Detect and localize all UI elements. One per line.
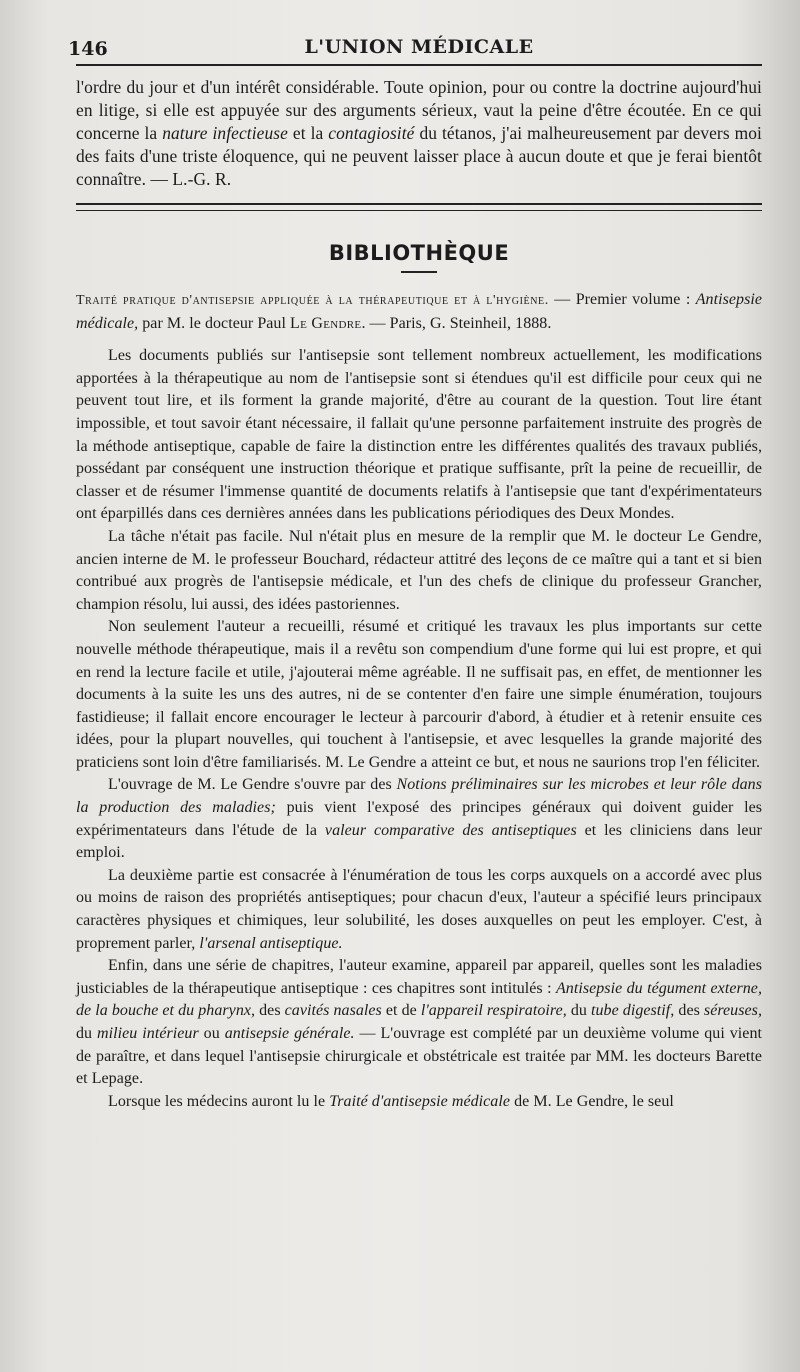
page-number: 146 — [68, 38, 108, 60]
title-underline — [401, 271, 437, 273]
emphasis-nature-infectieuse: nature infectieuse — [162, 123, 288, 143]
section-divider — [76, 203, 762, 211]
letter-paragraph: l'ordre du jour et d'un intérêt considérable. Toute opinion, pour ou contre la doctrine aujourd'hui en litige, si elle est appuyée sur des arguments sérieux, vaut la peine d'être écoutée. En ce qui concerne la nature infectieuse et la contagiosité du tétanos, j'ai malheureusement par devers moi des faits d'une triste éloquence, qui ne peuvent laisser place à aucun doute et que je ferai bientôt connaître. — L.-G. R. — [76, 77, 762, 189]
review-paragraph-4: L'ouvrage de M. Le Gendre s'ouvre par des Notions préliminaires sur les microbes et leur rôle dans la production des maladies; puis vient l'exposé des principes généraux qui doivent guider les expérimentateurs dans l'étude de la valeur comparative des antiseptiques et les cliniciens dans leur emploi. — [76, 776, 763, 862]
review-paragraph-7: Lorsque les médecins auront lu le Traité d'antisepsie médicale de M. Le Gendre, le seul — [108, 1092, 674, 1110]
section-title: BIBLIOTHÈQUE — [328, 241, 510, 265]
review-paragraph-2: La tâche n'était pas facile. Nul n'était plus en mesure de la remplir que M. le docteur Le Gendre, ancien interne de M. le professeur Bouchard, rédacteur attitré des leçons de ce maître qui a tant et si bien contribué aux progrès de l'antisepsie médicale, et l'un des chefs de clinique du professeur Grancher, champion résolu, lui aussi, des idées pastoriennes. — [76, 527, 762, 613]
review-paragraph-5: La deuxième partie est consacrée à l'énumération de tous les corps auxquels on a accordé avec plus ou moins de raison des propriétés antiseptiques; pour chacun d'eux, l'auteur a spécifié leurs principaux caractères physiques et chimiques, leur solubilité, les doses auxquelles on peut les employer. C'est, à proprement parler, l'arsenal antiseptique. — [76, 866, 762, 952]
review-paragraph-6: Enfin, dans une série de chapitres, l'auteur examine, appareil par appareil, quelles sont les maladies justiciables de la thérapeutique antiseptique : ces chapitres sont intitulés : Antisepsie du tégument externe, de la bouche et du pharynx, des cavités nasales et de l'appareil respiratoire, du tube digestif, des séreuses, du milieu intérieur ou antisepsie générale. — L'ouvrage est complété par un deuxième volume qui vient de paraître, et dans lequel l'antisepsie chirurgicale et obstétricale est traitée par MM. les docteurs Barette et Lepage. — [76, 957, 762, 1088]
letter-conclusion — [76, 76, 762, 191]
volume-title: Antisepsie médicale, — [76, 291, 762, 332]
running-head — [68, 30, 762, 66]
bibliographic-entry: Traité pratique d'antisepsie appliquée à la thérapeutique et à l'hygiène. — Premier volume : Antisepsie médicale, par M. le docteur Paul Le Gendre. — Paris, G. Steinheil, 1888. — [76, 291, 762, 332]
book-review — [76, 289, 762, 1113]
review-paragraph-1: Les documents publiés sur l'antisepsie sont tellement nombreux actuellement, les modifications apportées à la thérapeutique au nom de l'antisepsie sont si étendues qu'il est difficile pour ceux qui ne peuvent tout lire, et ils forment la grande majorité, d'être au courant de la question. Tout lire étant impossible, et tout savoir étant nécessaire, il fallait qu'une personne parfaitement instruite des progrès de la méthode antiseptique, capable de faire la distinction entre les différentes qualités des travaux publiés, possédant par conséquent une instruction théorique et pratique suffisante, prît la peine de recueillir, de classer et de résumer l'immense quantité de documents relatifs à l'antisepsie que tant d'expérimentateurs ont éparpillés dans ces dernières années dans les publications périodiques des Deux Mondes. — [76, 347, 762, 523]
book-title: Traité pratique d'antisepsie appliquée à la thérapeutique et à l'hygiène. — [76, 293, 549, 308]
emphasis-contagiosite: contagiosité — [328, 123, 415, 143]
author-name: Le Gendre — [290, 314, 362, 332]
review-paragraph-3: Non seulement l'auteur a recueilli, résumé et critiqué les travaux les plus importants sur cette nouvelle méthode thérapeutique, mais il a revêtu son compendium d'une forme qui lui est propre, et qui en rend la lecture facile et utile, j'ajouterai même agréable. Il ne suffisait pas, en effet, de mentionner les documents à la suite les uns des autres, ni de se contenter d'en faire une simple énumération, toujours fastidieuse; il fallait encore encourager le lecteur à parcourir d'abord, à étudier et à retenir ensuite ces idées, pour la plupart nouvelles, qui touchent à l'antisepsie, et avec lesquelles la grande majorité des praticiens sont loin d'être familiarisés. M. Le Gendre a atteint ce but, et nous ne saurions trop l'en féliciter. — [76, 618, 762, 771]
journal-title: L'UNION MÉDICALE — [304, 36, 534, 58]
